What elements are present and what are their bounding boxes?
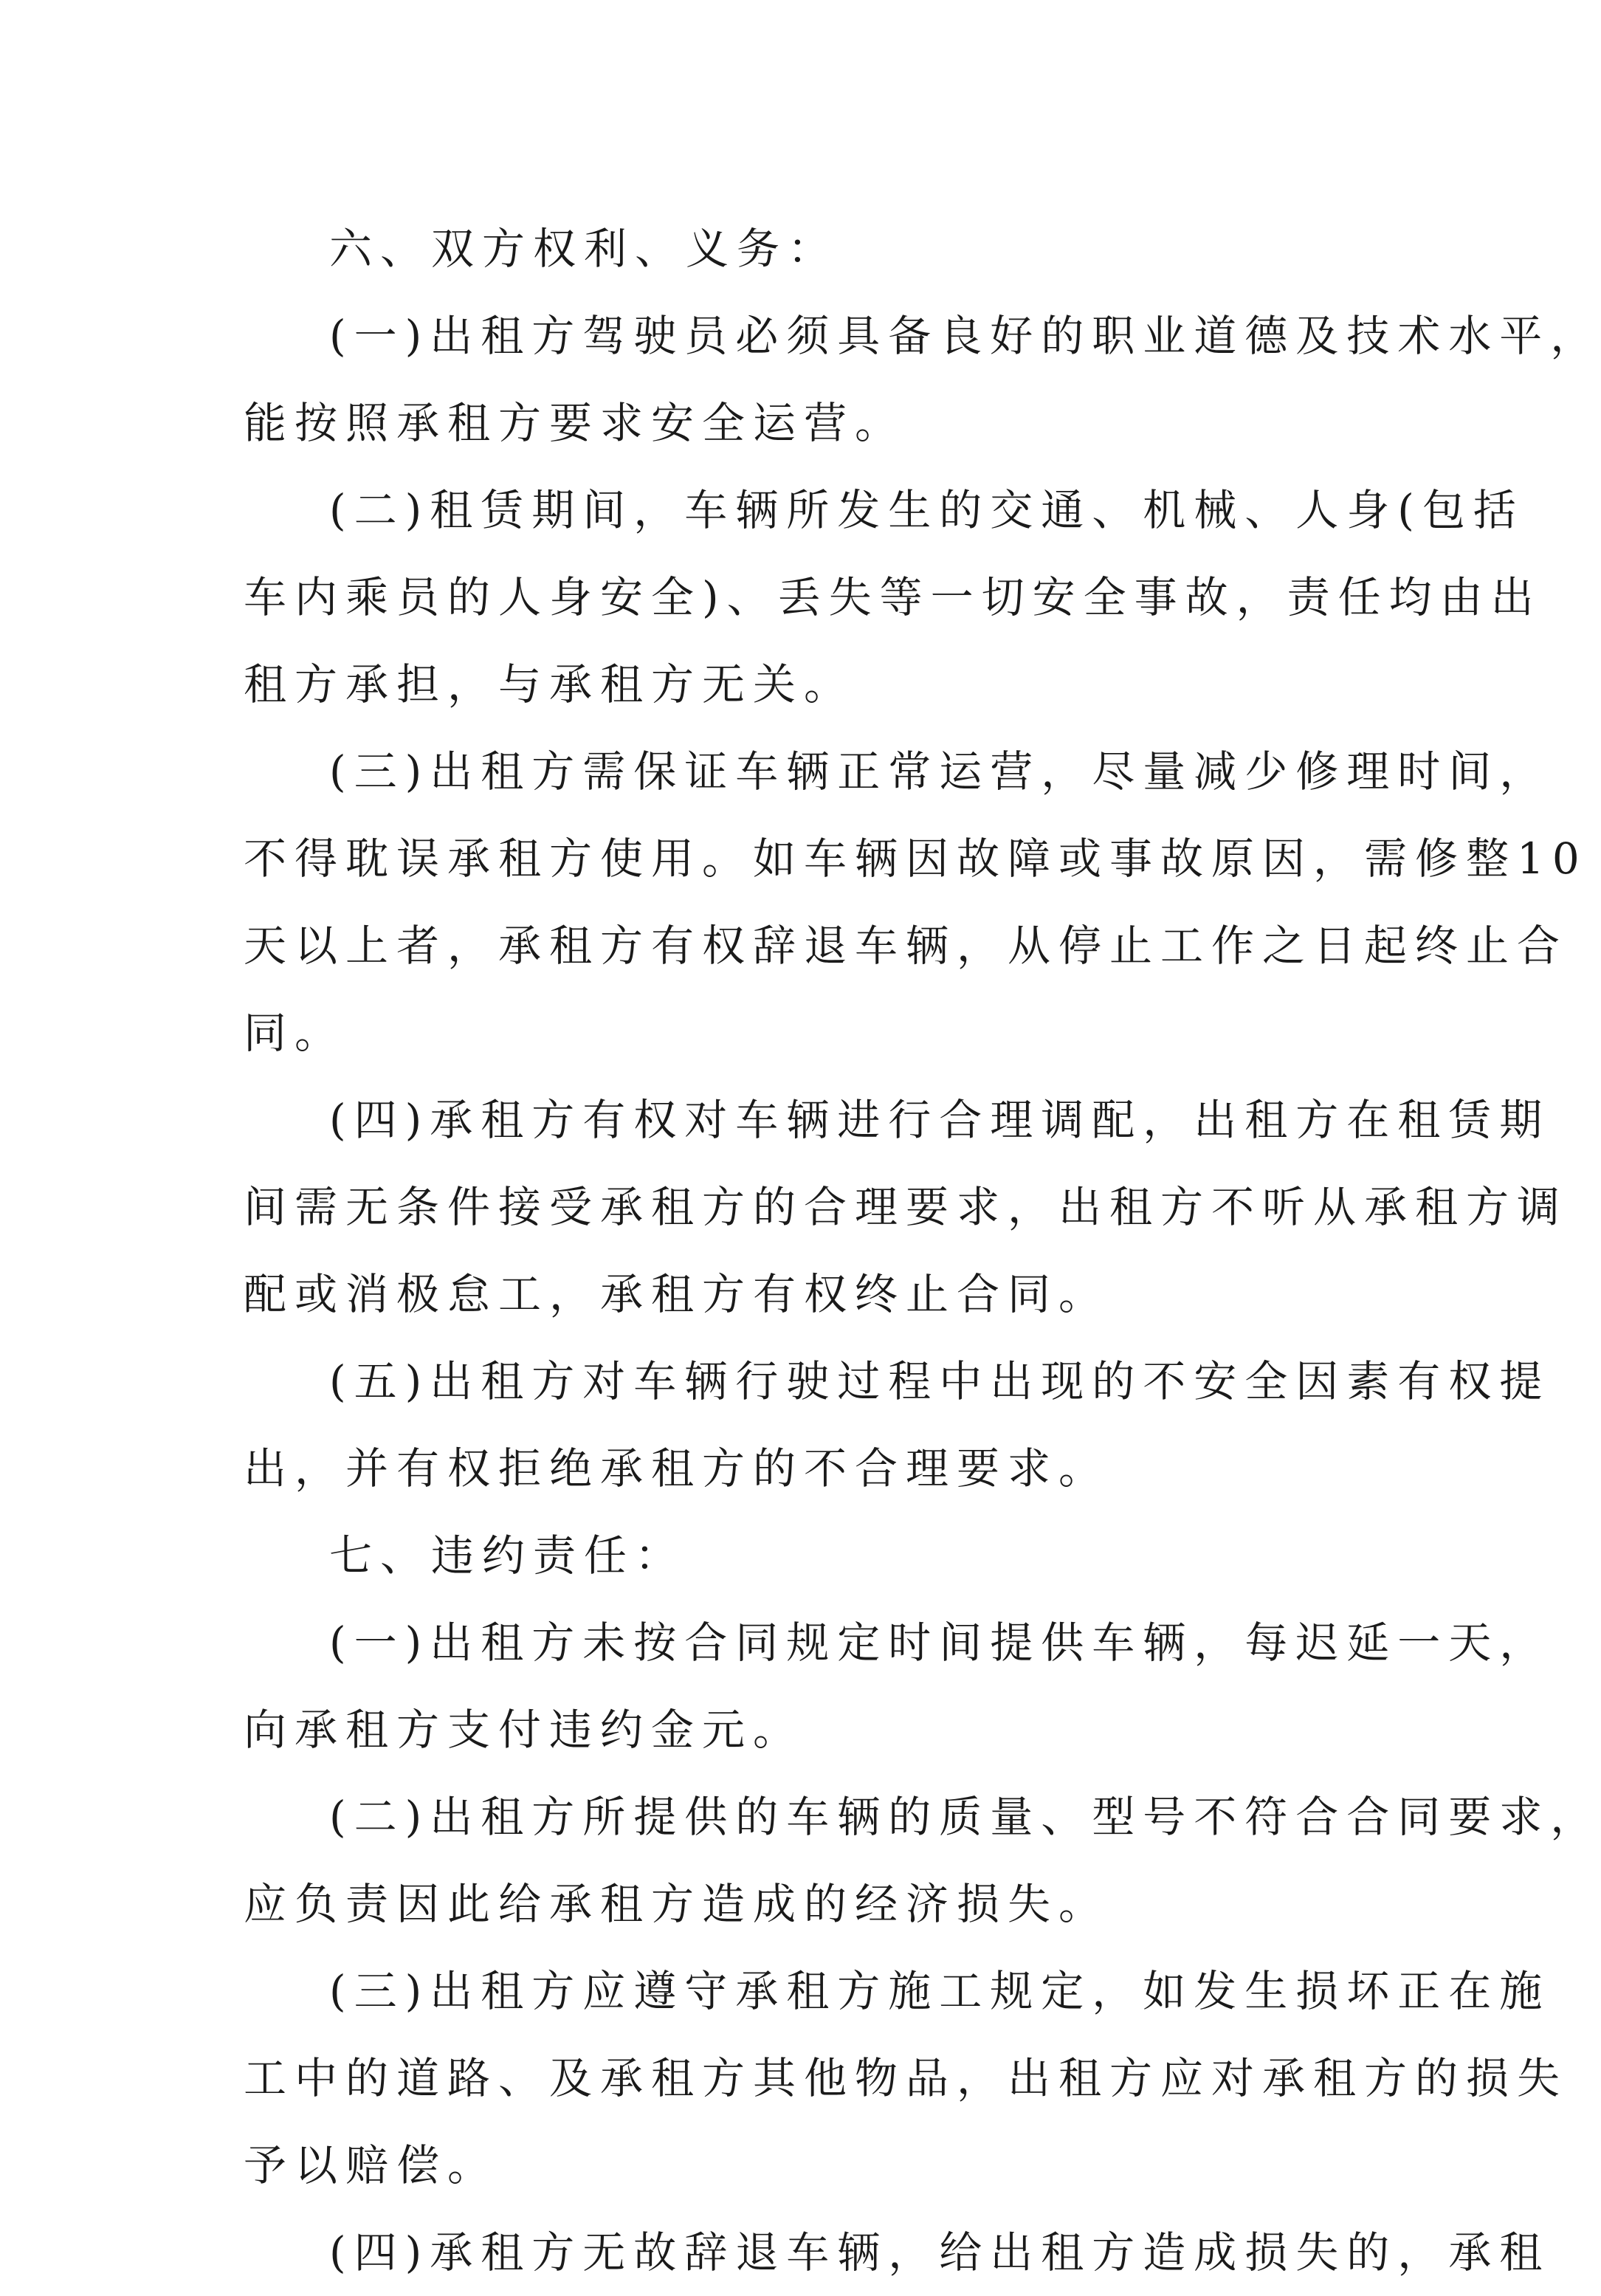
paragraph-line: 同。 [244, 1008, 346, 1058]
paragraph-line: 配或消极怠工，承租方有权终止合同。 [244, 1269, 1110, 1319]
paragraph-line: (一)出租方未按合同规定时间提供车辆，每迟延一天， [329, 1618, 1551, 1668]
paragraph-line: 出，并有权拒绝承租方的不合理要求。 [244, 1443, 1110, 1494]
paragraph-line: (四)承租方有权对车辆进行合理调配，出租方在租赁期 [329, 1095, 1551, 1145]
paragraph-line: 应负责因此给承租方造成的经济损失。 [244, 1879, 1110, 1929]
paragraph-line: 租方承担，与承租方无关。 [244, 659, 855, 709]
paragraph-line: 车内乘员的人身安全)、丢失等一切安全事故，责任均由出 [244, 572, 1542, 622]
paragraph-line: 天以上者，承租方有权辞退车辆，从停止工作之日起终止合 [244, 921, 1569, 971]
paragraph-line: (五)出租方对车辆行驶过程中出现的不安全因素有权提 [329, 1356, 1551, 1406]
paragraph-line: 能按照承租方要求安全运营。 [244, 398, 906, 448]
paragraph-line: 不得耽误承租方使用。如车辆因故障或事故原因，需修整10 [244, 833, 1588, 884]
paragraph-line: 工中的道路、及承租方其他物品，出租方应对承租方的损失 [244, 2053, 1569, 2103]
paragraph-line: (一)出租方驾驶员必须具备良好的职业道德及技术水平， [329, 311, 1601, 361]
paragraph-line: (二)出租方所提供的车辆的质量、型号不符合合同要求， [329, 1792, 1601, 1842]
paragraph-line: (二)租赁期间，车辆所发生的交通、机械、人身(包括 [329, 485, 1524, 535]
paragraph-line: 间需无条件接受承租方的合理要求，出租方不听从承租方调 [244, 1182, 1569, 1232]
paragraph-line: 予以赔偿。 [244, 2140, 499, 2190]
paragraph-line: (三)出租方需保证车辆正常运营，尽量减少修理时间， [329, 746, 1551, 797]
section-heading-rights: 六、双方权利、义务： [329, 224, 839, 274]
paragraph-line: (三)出租方应遵守承租方施工规定，如发生损坏正在施 [329, 1966, 1551, 2016]
section-heading-liability: 七、违约责任： [329, 1530, 686, 1581]
paragraph-line: (四)承租方无故辞退车辆，给出租方造成损失的，承租 [329, 2227, 1551, 2278]
paragraph-line: 向承租方支付违约金元。 [244, 1705, 805, 1755]
document-body [244, 205, 1601, 2296]
